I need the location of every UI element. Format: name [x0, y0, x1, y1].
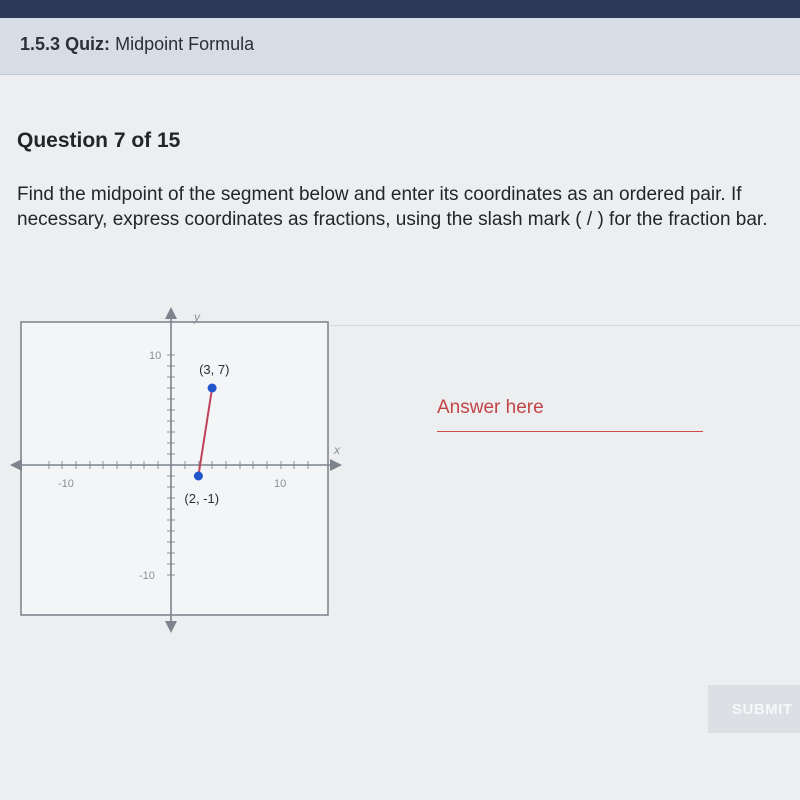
question-prompt: Find the midpoint of the segment below and enter its coordinates as an ordered pair. If necessary, express coordinates as fractions, using the slash mark ( / ) for the fraction bar.	[17, 184, 768, 230]
coordinate-graph	[8, 305, 348, 635]
quiz-header	[0, 18, 800, 75]
tick-label-y-neg: -10	[139, 570, 155, 582]
y-axis-bottom-arrow	[165, 621, 177, 633]
y-axis-label: y	[194, 310, 200, 324]
point-a-label: (3, 7)	[199, 362, 230, 377]
point-a-dot	[208, 384, 217, 393]
quiz-number: 1.5.3	[20, 34, 61, 54]
quiz-title	[20, 34, 254, 55]
question-panel	[0, 75, 800, 800]
point-b-dot	[194, 472, 203, 481]
x-axis-right-arrow	[330, 459, 342, 471]
submit-button[interactable]: SUBMIT	[708, 685, 800, 733]
browser-top-strip	[0, 0, 800, 18]
point-b-label: (2, -1)	[184, 491, 220, 506]
quiz-word: Quiz:	[65, 34, 111, 54]
quiz-name: Midpoint Formula	[115, 34, 255, 54]
x-axis-left-arrow	[10, 459, 22, 471]
question-number: Question 7 of 15	[17, 129, 181, 152]
answer-input[interactable]	[437, 393, 697, 423]
divider-line	[330, 325, 800, 326]
tick-label-x-pos: 10	[274, 478, 287, 490]
tick-label-y-pos: 10	[149, 350, 162, 362]
x-axis-label: x	[334, 443, 340, 457]
y-axis-top-arrow	[165, 307, 177, 319]
answer-field-wrapper	[437, 393, 703, 432]
tick-label-x-neg: -10	[58, 478, 74, 490]
